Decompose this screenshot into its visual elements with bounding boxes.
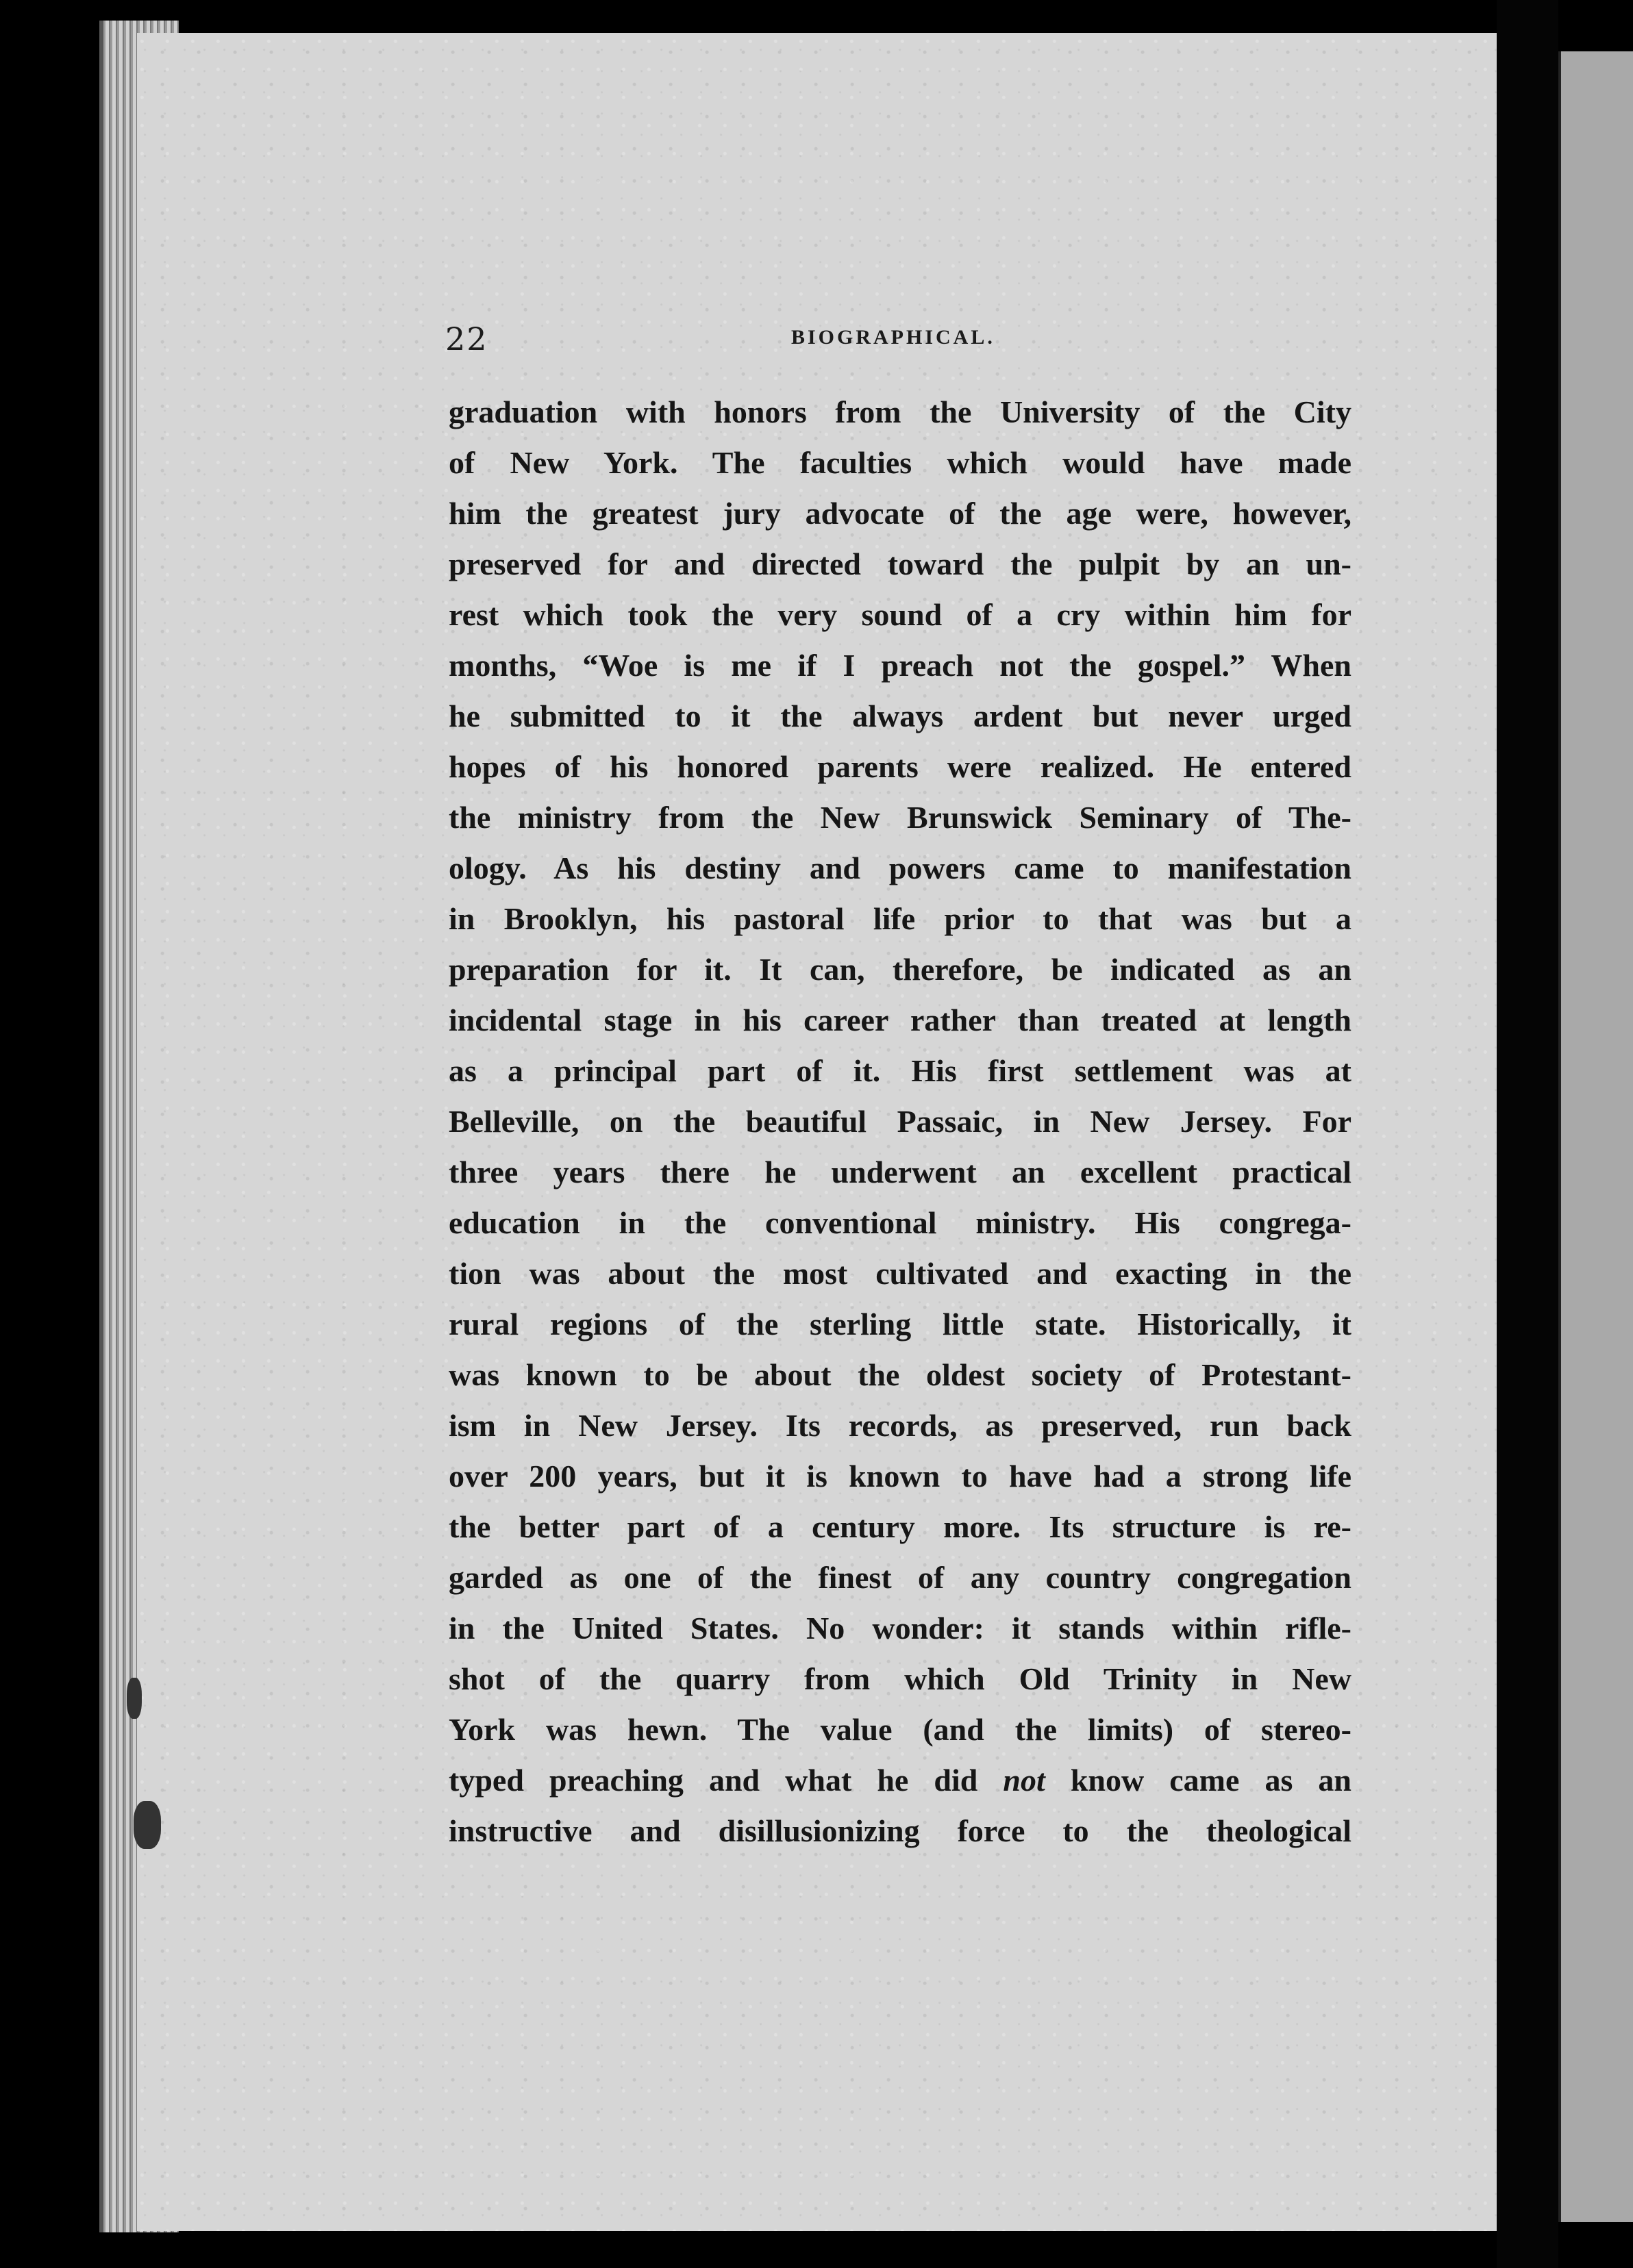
text-line: him the greatest jury advocate of the age were, however, (449, 496, 1351, 531)
running-head (445, 320, 1356, 368)
text-line: shot of the quarry from which Old Trinity in New (449, 1661, 1351, 1696)
facing-page-edge (1558, 51, 1633, 2222)
text-line: preserved for and directed toward the pulpit by an un- (449, 546, 1351, 581)
text-line-with-italic (449, 1755, 1351, 1806)
margin-ink-mark (134, 1801, 161, 1849)
text-line: preparation for it. It can, therefore, be indicated as an (449, 952, 1351, 987)
section-title: BIOGRAPHICAL. (791, 326, 995, 349)
book-gutter (1497, 0, 1558, 2268)
text-line: incidental stage in his career rather than treated at length (449, 1003, 1351, 1037)
page-number: 22 (445, 320, 488, 357)
text-line: instructive and disillusionizing force to the theological (449, 1813, 1351, 1848)
text-line: tion was about the most cultivated and exacting in the (449, 1256, 1351, 1291)
text-line: in the United States. No wonder: it stands within rifle- (449, 1611, 1351, 1646)
text-line: as a principal part of it. His first settlement was at (449, 1053, 1351, 1088)
margin-ink-mark (127, 1678, 142, 1719)
text-line: education in the conventional ministry. His congrega- (449, 1205, 1351, 1240)
text-line: the ministry from the New Brunswick Seminary of The- (449, 800, 1351, 835)
text-line: three years there he underwent an excellent practical (449, 1155, 1351, 1189)
text-line: Belleville, on the beautiful Passaic, in New Jersey. For (449, 1104, 1351, 1139)
italic-word: not (1003, 1763, 1045, 1798)
text-line: graduation with honors from the University of the City (449, 394, 1351, 429)
text-span: know came as an (1045, 1763, 1351, 1798)
text-line: rest which took the very sound of a cry within him for (449, 597, 1351, 632)
body-text (449, 387, 1351, 1856)
text-line: the better part of a century more. Its structure is re- (449, 1509, 1351, 1544)
text-line: York was hewn. The value (and the limits) of stereo- (449, 1712, 1351, 1747)
text-line: ology. As his destiny and powers came to manifestation (449, 850, 1351, 885)
text-line: was known to be about the oldest society of Protestant- (449, 1357, 1351, 1392)
text-line: over 200 years, but it is known to have had a strong life (449, 1459, 1351, 1494)
text-line: ism in New Jersey. Its records, as preserved, run back (449, 1408, 1351, 1443)
text-line: rural regions of the sterling little state. Historically, it (449, 1307, 1351, 1341)
text-line: of New York. The faculties which would have made (449, 445, 1351, 480)
text-line: months, “Woe is me if I preach not the gospel.” When (449, 648, 1351, 683)
text-line: he submitted to it the always ardent but never urged (449, 698, 1351, 733)
text-span: typed preaching and what he did (449, 1763, 1004, 1798)
text-line: garded as one of the finest of any country congregation (449, 1560, 1351, 1595)
text-line: hopes of his honored parents were realized. He entered (449, 749, 1351, 784)
text-line: in Brooklyn, his pastoral life prior to that was but a (449, 901, 1351, 936)
